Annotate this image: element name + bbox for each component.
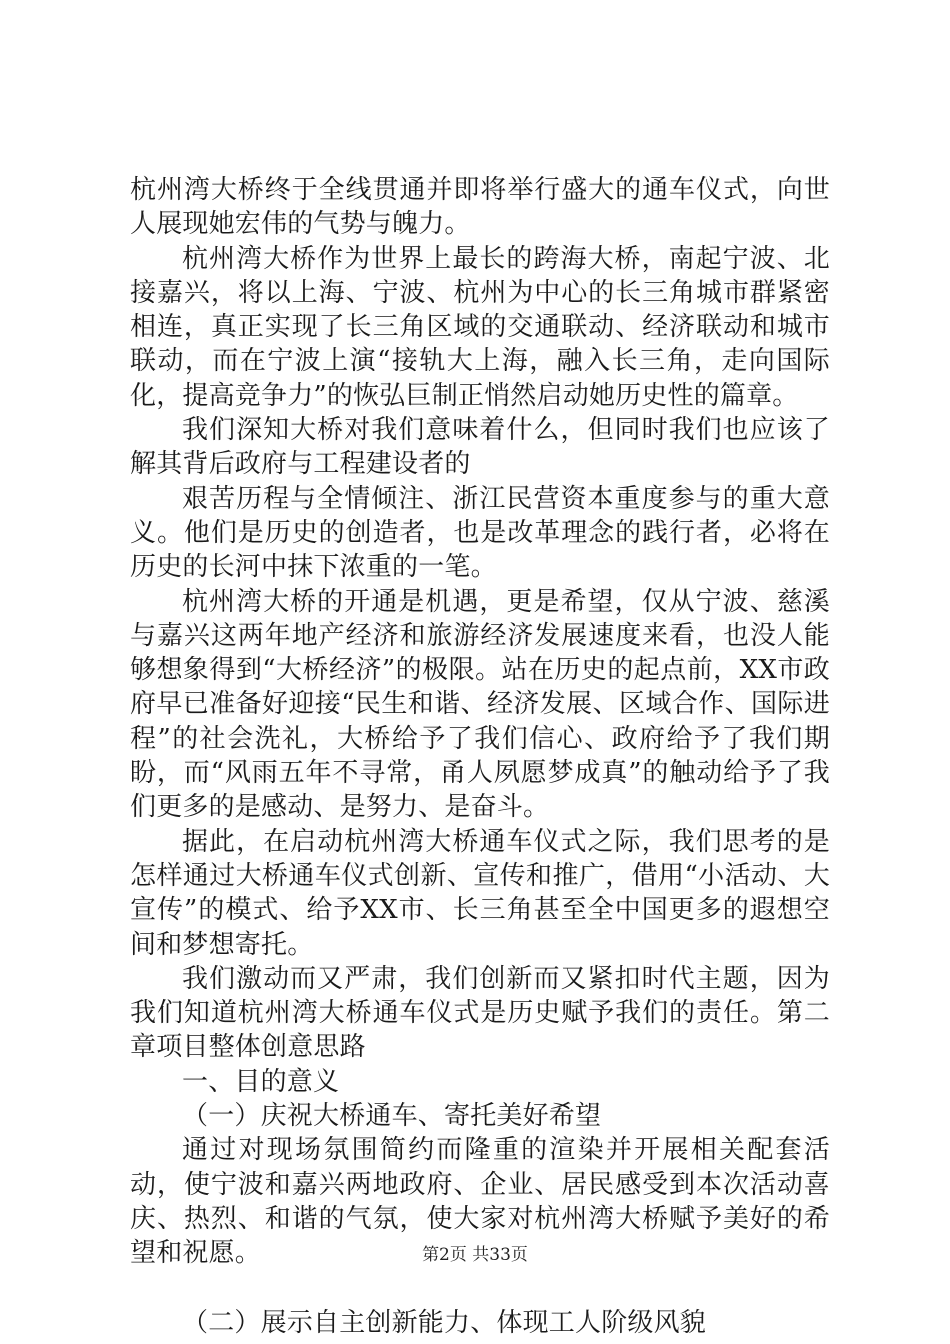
paragraph-5: 杭州湾大桥的开通是机遇，更是希望，仅从宁波、慈溪与嘉兴这两年地产经济和旅游经济发展速度来看，也没人能够想象得到“大桥经济”的极限。站在历史的起点前，XX市政府早已准备好迎接“民生和谐、经济发展、区域合作、国际进程”的社会洗礼，大桥给予了我们信心、政府给予了我们期盼，而“风雨五年不寻常，甬人夙愿梦成真”的触动给予了我们更多的是感动、是努力、是奋斗。 <box>130 586 830 823</box>
paragraph-3: 我们深知大桥对我们意味着什么，但同时我们也应该了解其背后政府与工程建设者的 <box>130 415 830 480</box>
paragraph-7: 我们激动而又严肃，我们创新而又紧扣时代主题，因为我们知道杭州湾大桥通车仪式是历史赋予我们的责任。第二章项目整体创意思路 <box>130 963 830 1063</box>
paragraph-2: 杭州湾大桥作为世界上最长的跨海大桥，南起宁波、北接嘉兴，将以上海、宁波、杭州为中心的长三角城市群紧密相连，真正实现了长三角区域的交通联动、经济联动和城市联动，而在宁波上演“接轨大上海，融入长三角，走向国际化，提高竞争力”的恢弘巨制正悄然启动她历史性的篇章。 <box>130 243 830 411</box>
page-number: 第2页 共33页 <box>422 1245 528 1265</box>
subsection-heading-1: （一）庆祝大桥通车、寄托美好希望 <box>182 1101 602 1132</box>
subsection-heading-2: （二）展示自主创新能力、体现工人阶级风貌 <box>182 1307 707 1338</box>
document-body <box>130 173 830 1340</box>
paragraph-8: 通过对现场氛围简约而隆重的渲染并开展相关配套活动，使宁波和嘉兴两地政府、企业、居民感受到本次活动喜庆、热烈、和谐的气氛，使大家对杭州湾大桥赋予美好的希望和祝愿。 <box>130 1135 830 1269</box>
paragraph-4: 艰苦历程与全情倾注、浙江民营资本重度参与的重大意义。他们是历史的创造者，也是改革理念的践行者，必将在历史的长河中抹下浓重的一笔。 <box>130 483 830 583</box>
paragraph-1: 杭州湾大桥终于全线贯通并即将举行盛大的通车仪式，向世人展现她宏伟的气势与魄力。 <box>130 175 830 240</box>
page-footer <box>0 1240 950 1265</box>
section-heading: 一、目的意义 <box>182 1066 340 1097</box>
paragraph-6: 据此，在启动杭州湾大桥通车仪式之际，我们思考的是怎样通过大桥通车仪式创新、宣传和推广，借用“小活动、大宣传”的模式、给予XX市、长三角甚至全中国更多的遐想空间和梦想寄托。 <box>130 826 830 960</box>
